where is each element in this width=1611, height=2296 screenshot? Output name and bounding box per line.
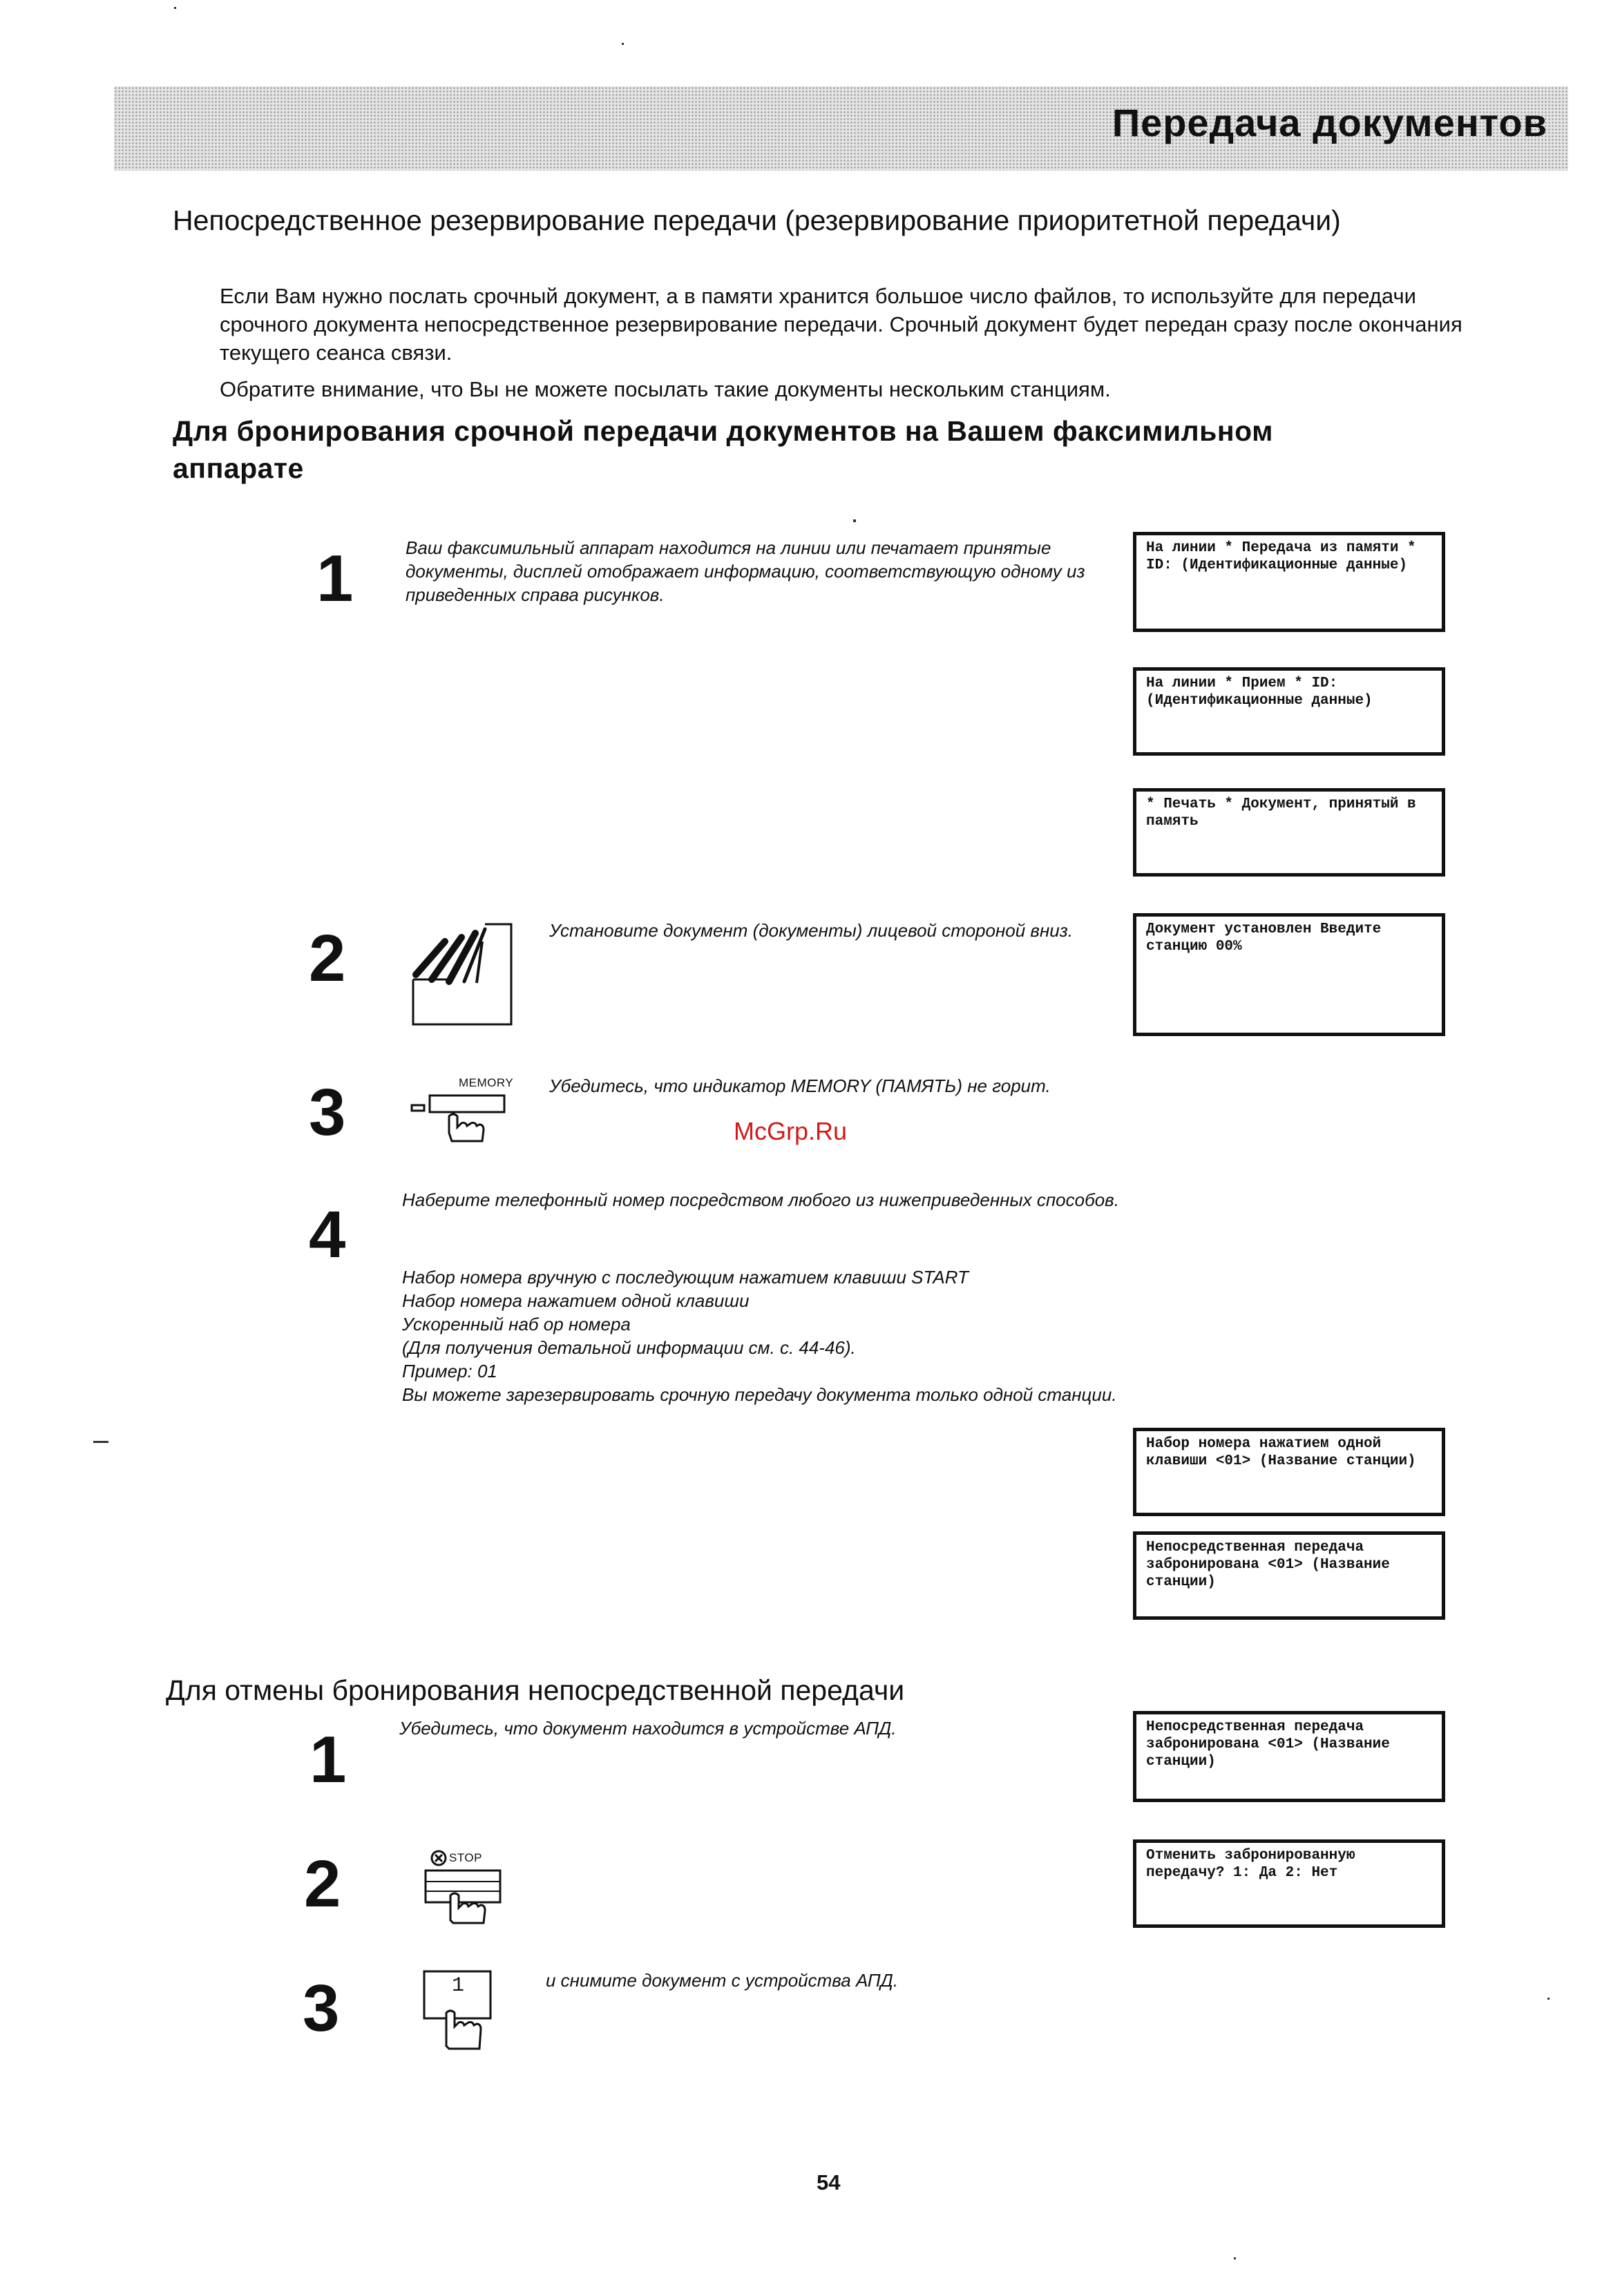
lcd-display: * Печать * Документ, принятый в память — [1133, 788, 1445, 877]
step-text: Убедитесь, что документ находится в устройстве АПД. — [399, 1718, 897, 1739]
lcd-display: Отменить забронированную передачу? 1: Да 2: Нет — [1133, 1839, 1445, 1928]
page-number: 54 — [817, 2170, 841, 2194]
step-number: 2 — [304, 1847, 341, 1921]
stop-key-icon[interactable] — [423, 1865, 506, 1927]
key-1-label: 1 — [452, 1974, 465, 1998]
step-number: 2 — [309, 921, 346, 995]
scan-speck — [853, 519, 856, 522]
dial-method: Ускоренный наб ор номера — [402, 1314, 631, 1334]
dial-method: Вы можете зарезервировать срочную передачу документа только одной станции. — [402, 1384, 1117, 1405]
scan-speck — [622, 43, 624, 45]
section2-title: Для бронирования срочной передачи документов на Вашем факсимильном аппарате — [173, 415, 1273, 484]
lcd-display: Набор номера нажатием одной клавиши <01> (Название станции) — [1133, 1428, 1445, 1516]
step-text: Ваш факсимильный аппарат находится на линии или печатает принятые документы, дисплей отображает информацию, соответствующую одному из приведенных справа рисунков. — [406, 537, 1085, 605]
section3-title: Для отмены бронирования непосредственной передачи — [166, 1674, 905, 1706]
dial-method: Набор номера вручную с последующим нажатием клавиши START — [402, 1267, 969, 1288]
header-band — [114, 86, 1568, 171]
dial-method: Набор номера нажатием одной клавиши — [402, 1290, 750, 1311]
scan-speck — [1234, 2257, 1236, 2259]
lcd-display: Документ установлен Введите станцию 00% — [1133, 913, 1445, 1036]
step-number: 3 — [309, 1075, 346, 1149]
lcd-display: На линии * Передача из памяти * ID: (Идентификационные данные) — [1133, 532, 1445, 632]
key-1-icon[interactable] — [421, 1969, 493, 2051]
watermark: McGrp.Ru — [734, 1117, 848, 1145]
memory-key-icon[interactable] — [406, 1091, 517, 1147]
step-text: и снимите документ с устройства АПД. — [546, 1970, 899, 1991]
lcd-display: Непосредственная передача забронирована <01> (Название станции) — [1133, 1711, 1445, 1802]
step-text: Установите документ (документы) лицевой стороной вниз. — [549, 920, 1074, 941]
section1-title: Непосредственное резервирование передачи (резервирование приоритетной передачи) — [173, 204, 1341, 236]
dial-methods-list — [402, 1265, 1121, 1406]
dial-method: Пример: 01 — [402, 1361, 497, 1381]
step-number: 1 — [316, 542, 354, 615]
dial-method: (Для получения детальной информации см. с. 44-46). — [402, 1337, 856, 1358]
scan-speck — [174, 7, 176, 9]
section1-paragraph1: Если Вам нужно послать срочный документ, а в памяти хранится большое число файлов, то используйте для передачи срочного документа непосредственное резервирование передачи. Срочный документ будет передан сразу после окончания текущего сеанса связи. — [220, 284, 1462, 365]
document-icon — [408, 921, 518, 1031]
lcd-display: Непосредственная передача забронирована <01> (Название станции) — [1133, 1531, 1445, 1620]
section1-paragraph2: Обратите внимание, что Вы не можете посылать такие документы нескольким станциям. — [220, 377, 1111, 401]
step-number: 1 — [309, 1723, 347, 1797]
page-title: Передача документов — [1112, 101, 1547, 144]
memory-key-label: MEMORY — [459, 1076, 514, 1089]
scan-speck — [1547, 1998, 1550, 2000]
step-text: Убедитесь, что индикатор MEMORY (ПАМЯТЬ) не горит. — [549, 1075, 1051, 1096]
lcd-display: На линии * Прием * ID: (Идентификационные данные) — [1133, 667, 1445, 756]
step-number: 4 — [309, 1198, 346, 1272]
stop-key-label: STOP — [449, 1851, 482, 1864]
step-text: Наберите телефонный номер посредством любого из нижеприведенных способов. — [402, 1189, 1119, 1210]
scan-speck — [93, 1441, 108, 1443]
step-number: 3 — [303, 1971, 340, 2045]
